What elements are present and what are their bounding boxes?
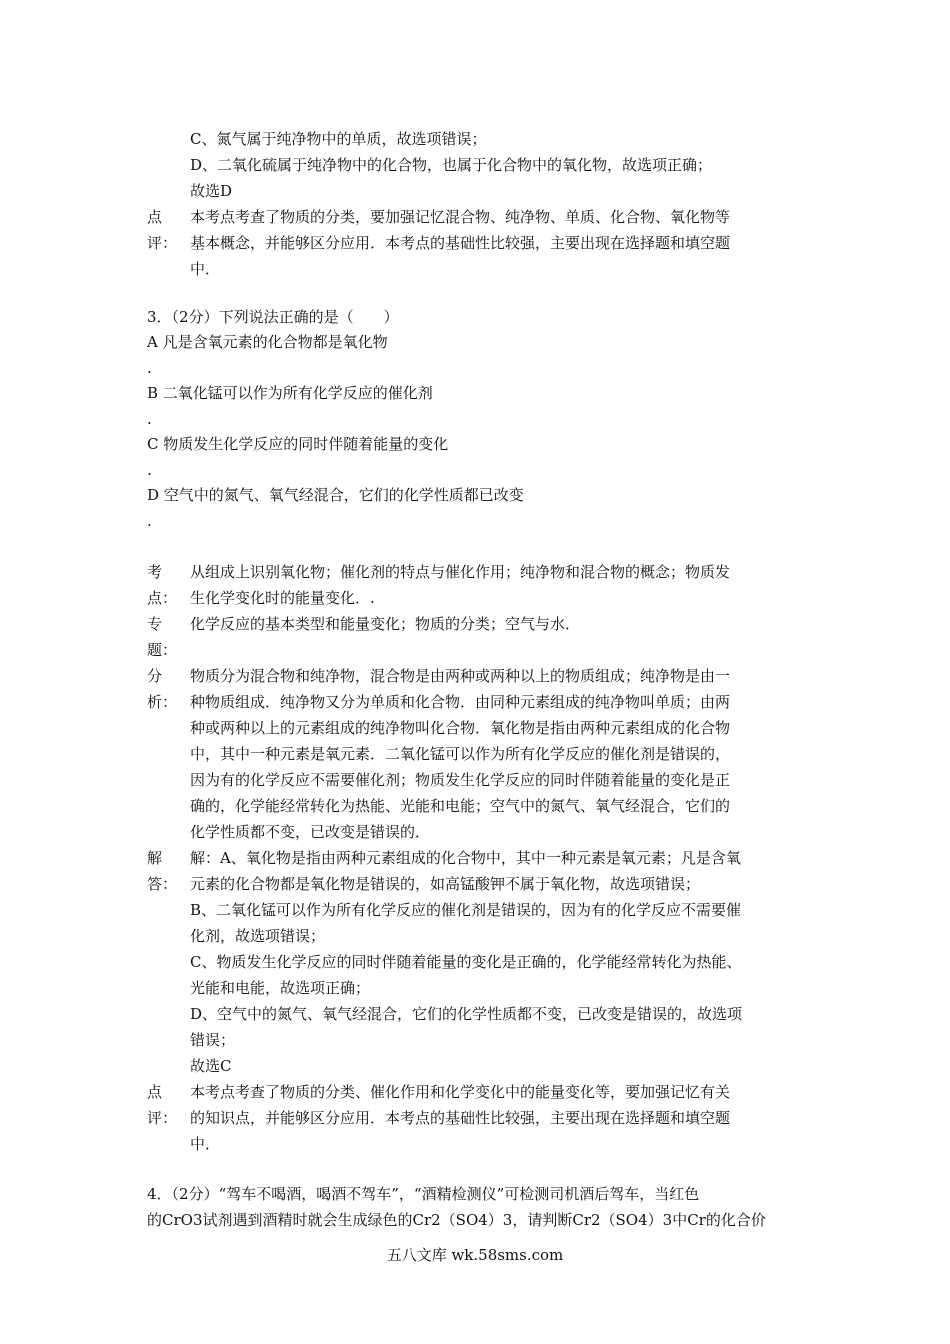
jieda-line: B、二氧化锰可以作为所有化学反应的催化剂是错误的，因为有的化学反应不需要催 [190,901,742,919]
jieda-line: D、空气中的氮气、氧气经混合，它们的化学性质都不变，已改变是错误的，故选项 [190,1005,743,1023]
jieda-line: 故选C [190,1057,232,1075]
q3-option-dot: . [147,410,152,428]
q3-option-dot: . [147,512,152,530]
jieda-line: 元素的化合物都是氧化物是错误的，如高锰酸钾不属于氧化物，故选项错误； [190,875,701,893]
prev-answer-line-c: C、氮气属于纯净物中的单质，故选项错误； [190,130,487,148]
dianping-line: 本考点考查了物质的分类、催化作用和化学变化中的能量变化等，要加强记忆有关 [190,1083,731,1101]
fenxi-line: 因为有的化学反应不需要催化剂；物质发生化学反应的同时伴随着能量的变化是正 [190,771,731,789]
prev-comment-line: 中． [190,260,221,278]
prev-answer-line-d: D、二氧化硫属于纯净物中的化合物，也属于化合物中的氧化物，故选项正确； [190,156,713,174]
dianping-label-1: 点 [147,1083,163,1101]
q4-line: 4．（2分）“驾车不喝酒，喝酒不驾车”，“酒精检测仪”可检测司机酒后驾车，当红色 [147,1185,700,1203]
q3-option-dot: . [147,461,152,479]
zhuanti-line: 化学反应的基本类型和能量变化；物质的分类；空气与水． [190,615,581,633]
kaodian-line: 生化学变化时的能量变化．. [190,589,375,607]
prev-answer-choice: 故选D [190,182,233,200]
q3-option-dot: . [147,359,152,377]
fenxi-label-1: 分 [147,667,163,685]
zhuanti-label-2: 题： [147,641,178,659]
fenxi-line: 化学性质都不变，已改变是错误的． [190,823,431,841]
q3-option-d: D 空气中的氮气、氧气经混合，它们的化学性质都已改变 [147,486,524,504]
jieda-line: 错误； [190,1031,236,1049]
fenxi-line: 种或两种以上的元素组成的纯净物叫化合物．氧化物是指由两种元素组成的化合物 [190,719,731,737]
fenxi-label-2: 析： [147,693,178,711]
prev-comment-label-2: 评： [147,234,178,252]
dianping-line: 的知识点，并能够区分应用．本考点的基础性比较强，主要出现在选择题和填空题 [190,1109,731,1127]
prev-comment-line: 基本概念，并能够区分应用．本考点的基础性比较强，主要出现在选择题和填空题 [190,234,731,252]
fenxi-line: 确的，化学能经常转化为热能、光能和电能；空气中的氮气、氧气经混合，它们的 [190,797,731,815]
prev-comment-line: 本考点考查了物质的分类，要加强记忆混合物、纯净物、单质、化合物、氧化物等 [190,208,731,226]
fenxi-line: 种物质组成．纯净物又分为单质和化合物．由同种元素组成的纯净物叫单质；由两 [190,693,731,711]
q3-option-c: C 物质发生化学反应的同时伴随着能量的变化 [147,435,449,453]
q3-option-b: B 二氧化锰可以作为所有化学反应的催化剂 [147,384,433,402]
fenxi-line: 物质分为混合物和纯净物，混合物是由两种或两种以上的物质组成；纯净物是由一 [190,667,731,685]
kaodian-label-1: 考 [147,563,163,581]
jieda-line: 化剂，故选项错误； [190,927,326,945]
page-footer: 五八文库 wk.58sms.com [386,1246,564,1264]
dianping-label-2: 评： [147,1109,178,1127]
q3-option-a: A 凡是含氧元素的化合物都是氧化物 [147,333,388,351]
kaodian-line: 从组成上识别氧化物；催化剂的特点与催化作用；纯净物和混合物的概念；物质发 [190,563,731,581]
dianping-line: 中． [190,1135,221,1153]
fenxi-line: 中，其中一种元素是氧元素．二氧化锰可以作为所有化学反应的催化剂是错误的， [190,745,731,763]
prev-comment-label-1: 点 [147,208,163,226]
zhuanti-label-1: 专 [147,615,163,633]
q3-stem: 3．（2分）下列说法正确的是（ ） [147,308,399,326]
kaodian-label-2: 点： [147,589,178,607]
jieda-label-2: 答： [147,875,178,893]
jieda-label-1: 解 [147,849,163,867]
jieda-line: C、物质发生化学反应的同时伴随着能量的变化是正确的，化学能经常转化为热能、 [190,953,742,971]
jieda-line: 解：A、氧化物是指由两种元素组成的化合物中，其中一种元素是氧元素；凡是含氧 [190,849,741,867]
jieda-line: 光能和电能，故选项正确； [190,979,371,997]
q4-line: 的CrO3试剂遇到酒精时就会生成绿色的Cr2（SO4）3，请判断Cr2（SO4）3中Cr的化合价 [147,1211,766,1229]
